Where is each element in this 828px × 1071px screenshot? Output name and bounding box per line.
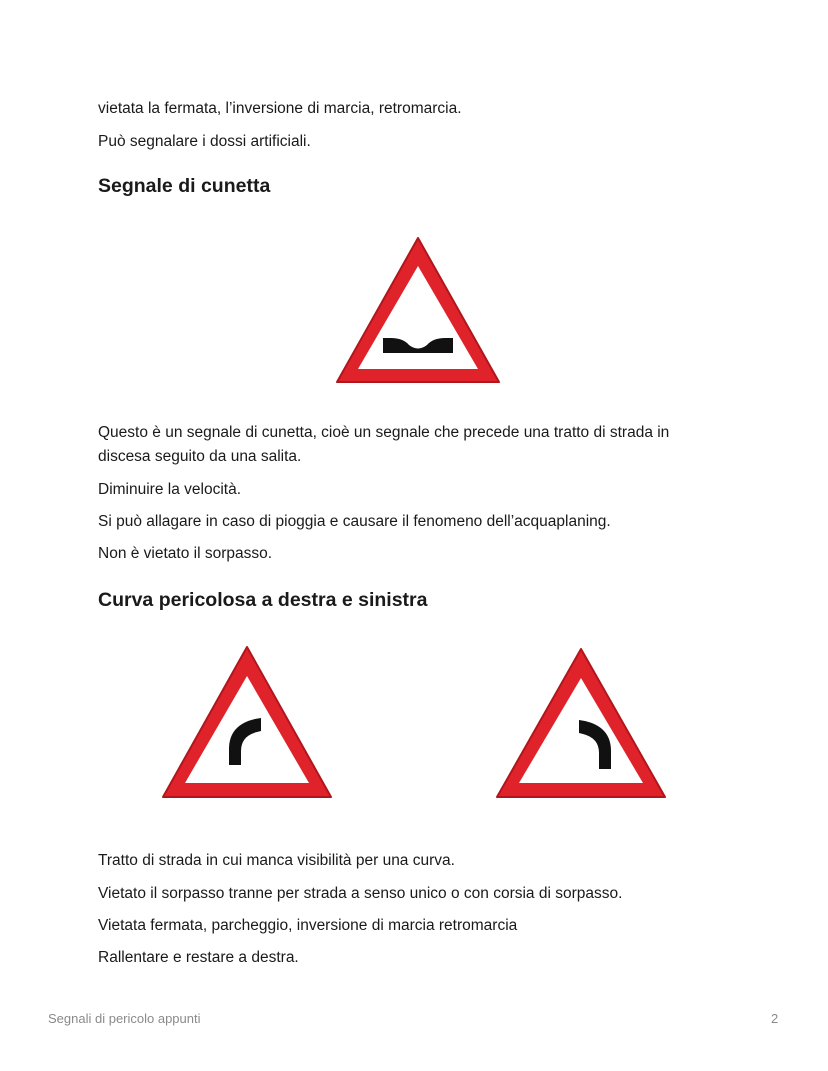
footer-title: Segnali di pericolo appunti xyxy=(48,1011,201,1026)
section-title-curva: Curva pericolosa a destra e sinistra xyxy=(98,589,428,611)
left-curve-warning-sign-icon xyxy=(493,645,669,801)
dip-warning-sign-icon xyxy=(333,234,503,386)
cunetta-paragraph-4: Non è vietato il sorpasso. xyxy=(98,545,273,562)
curva-paragraph-2: Vietato il sorpasso tranne per strada a senso unico o con corsia di sorpasso. xyxy=(98,885,623,902)
curva-paragraph-4: Rallentare e restare a destra. xyxy=(98,949,299,966)
cunetta-paragraph-3: Si può allagare in caso di pioggia e causare il fenomeno dell’acquaplaning. xyxy=(98,513,611,530)
curva-paragraph-3: Vietata fermata, parcheggio, inversione di marcia retromarcia xyxy=(98,917,518,934)
section-title-cunetta: Segnale di cunetta xyxy=(98,175,271,197)
cunetta-paragraph-1: Questo è un segnale di cunetta, cioè un segnale che precede una tratto di strada in discesa seguito da una salita. xyxy=(98,424,670,465)
cunetta-paragraph-2: Diminuire la velocità. xyxy=(98,481,241,498)
curva-paragraph-1: Tratto di strada in cui manca visibilità per una curva. xyxy=(98,852,455,869)
intro-line-1: vietata la fermata, l’inversione di marcia, retromarcia. xyxy=(98,100,462,117)
page-number: 2 xyxy=(771,1011,779,1026)
intro-line-2: Può segnalare i dossi artificiali. xyxy=(98,133,311,150)
right-curve-warning-sign-icon xyxy=(159,643,335,801)
